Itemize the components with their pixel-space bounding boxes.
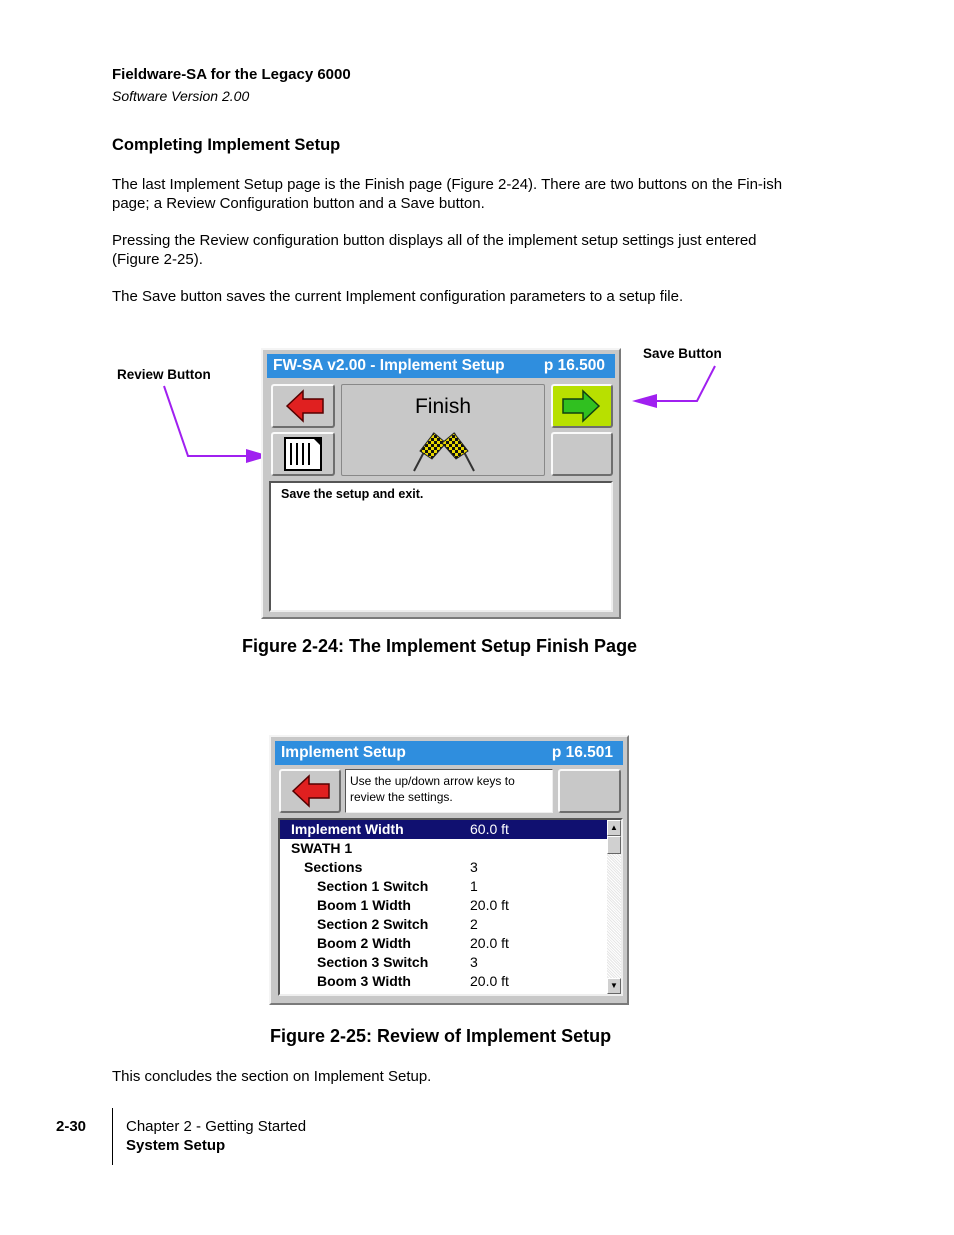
document-title: Fieldware-SA for the Legacy 6000	[112, 66, 351, 83]
review-page-screen	[269, 735, 629, 1005]
back-button[interactable]	[271, 384, 335, 428]
finish-message: Save the setup and exit.	[281, 487, 424, 501]
review-back-button[interactable]	[279, 769, 341, 813]
save-callout-line	[650, 366, 715, 401]
review-list-icon	[273, 434, 333, 474]
scroll-down-button[interactable]: ▼	[607, 978, 621, 994]
checkered-flags-icon	[404, 429, 484, 473]
page-number: 2-30	[56, 1118, 87, 1135]
paragraph-3: The Save button saves the current Implement configuration parameters to a setup file.	[112, 288, 684, 305]
setting-value: 3	[470, 859, 478, 875]
footer-section: System Setup	[126, 1137, 226, 1154]
finish-label: Finish	[414, 395, 472, 418]
settings-list[interactable]	[278, 818, 623, 996]
review-page-number: p 16.501	[551, 744, 613, 761]
list-scrollbar[interactable]	[607, 820, 621, 994]
setting-value: 3	[470, 954, 478, 970]
list-item[interactable]	[280, 934, 607, 953]
list-item[interactable]	[280, 896, 607, 915]
paragraph-2: Pressing the Review configuration button displays all of the implement setup settings just entered (Figure 2-25).	[112, 232, 757, 268]
list-item[interactable]	[280, 839, 607, 858]
list-item[interactable]	[280, 820, 607, 839]
save-callout-arrowhead	[632, 394, 657, 408]
save-button[interactable]	[551, 384, 613, 428]
review-button-callout: Review Button	[117, 367, 211, 382]
figure-2-25-caption: Figure 2-25: Review of Implement Setup	[270, 1026, 612, 1046]
list-item[interactable]	[280, 858, 607, 877]
setting-value: 20.0 ft	[470, 973, 509, 989]
figure-2-24-caption: Figure 2-24: The Implement Setup Finish Page	[242, 636, 638, 656]
list-item[interactable]	[280, 877, 607, 896]
next-arrow-icon	[553, 386, 611, 426]
setting-label: Boom 1 Width	[317, 897, 411, 913]
finish-message-box	[269, 481, 613, 612]
instruction-box	[345, 769, 553, 813]
closing-paragraph: This concludes the section on Implement Setup.	[112, 1068, 432, 1085]
setting-value: 1	[470, 878, 478, 894]
scroll-thumb[interactable]	[607, 836, 621, 854]
settings-rows	[280, 820, 607, 991]
review-callout-line	[164, 386, 262, 456]
setting-value: 20.0 ft	[470, 935, 509, 951]
list-item[interactable]	[280, 915, 607, 934]
setting-label: Section 2 Switch	[317, 916, 429, 932]
setting-label: Section 1 Switch	[317, 878, 429, 894]
setting-label: Sections	[304, 859, 363, 875]
setting-value: 2	[470, 916, 478, 932]
finish-title-bar	[267, 354, 615, 378]
section-title: Completing Implement Setup	[112, 136, 341, 154]
list-item[interactable]	[280, 972, 607, 991]
setting-label: Section 3 Switch	[317, 954, 429, 970]
software-version: Software Version 2.00	[112, 88, 250, 104]
setting-label: SWATH 1	[291, 840, 353, 856]
review-title-bar	[275, 741, 623, 765]
footer-chapter: Chapter 2 - Getting Started	[126, 1118, 307, 1135]
instruction-text: Use the up/down arrow keys to review the settings.	[350, 774, 515, 804]
back-arrow-icon	[273, 386, 333, 426]
finish-page-number: p 16.500	[543, 357, 605, 374]
setting-label: Boom 2 Width	[317, 935, 411, 951]
finish-title: FW-SA v2.00 - Implement Setup	[273, 357, 505, 374]
empty-button[interactable]	[551, 432, 613, 476]
setting-label: Implement Width	[291, 821, 404, 837]
paragraph-1: The last Implement Setup page is the Finish page (Figure 2-24). There are two buttons on the Fin-ish page; a Review Configuration button and a Save button.	[112, 176, 783, 212]
setting-label: Boom 3 Width	[317, 973, 411, 989]
scroll-up-button[interactable]: ▲	[607, 820, 621, 836]
list-item[interactable]	[280, 953, 607, 972]
finish-page-screen	[261, 348, 621, 619]
footer-divider	[112, 1108, 113, 1165]
review-title: Implement Setup	[281, 744, 406, 761]
save-button-callout: Save Button	[643, 346, 722, 361]
finish-center-panel	[341, 384, 545, 476]
review-configuration-button[interactable]	[271, 432, 335, 476]
setting-value: 60.0 ft	[470, 821, 509, 837]
back-arrow-icon	[281, 771, 339, 811]
review-empty-button[interactable]	[558, 769, 621, 813]
setting-value: 20.0 ft	[470, 897, 509, 913]
